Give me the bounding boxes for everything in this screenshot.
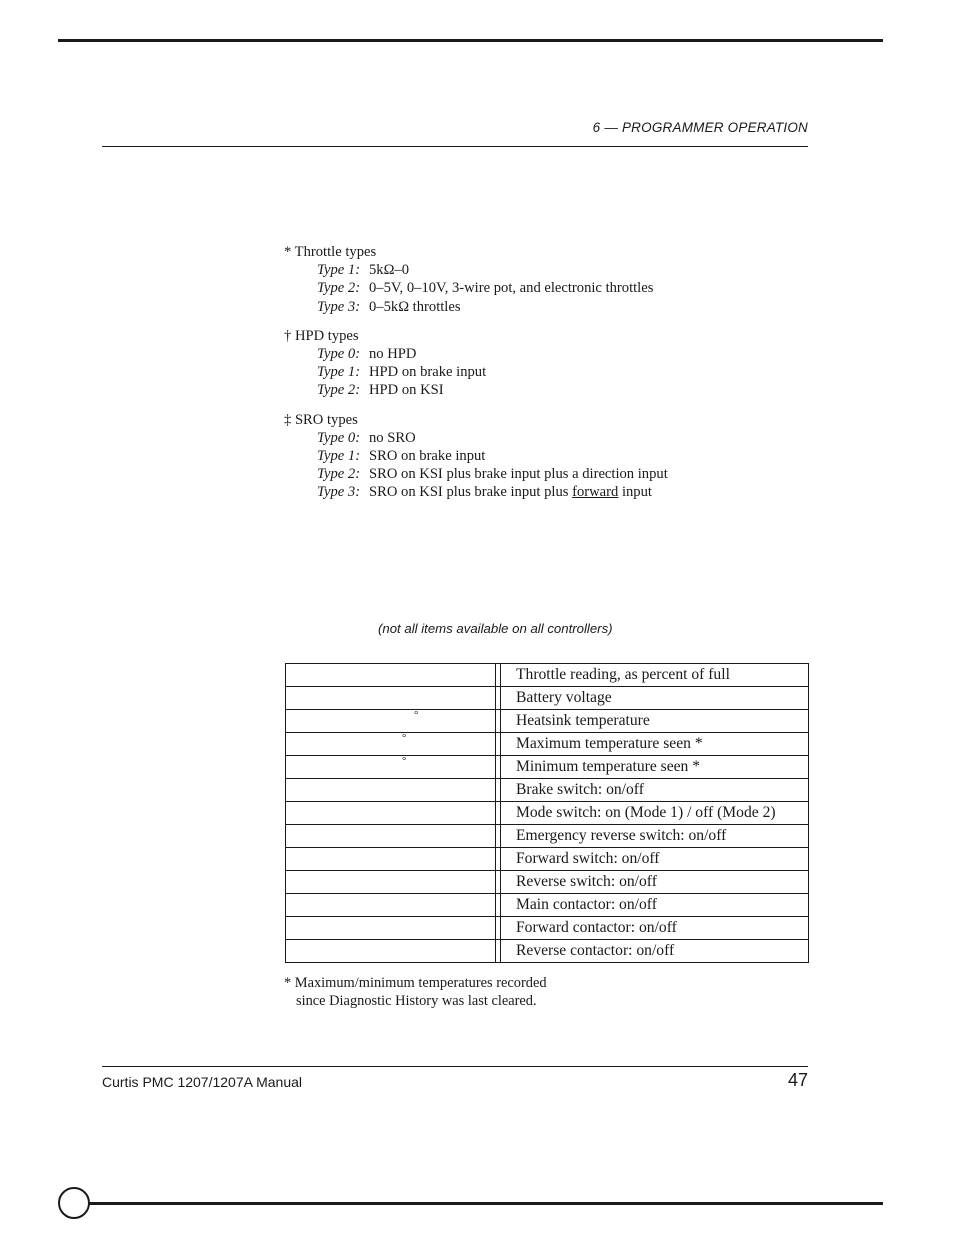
note-item [284,465,804,483]
item-cell [286,825,496,848]
item-cell [286,687,496,710]
type-description: SRO on KSI plus brake input plus a direction input [369,466,668,483]
monitor-table-body [286,664,809,963]
note-item [284,345,804,363]
table-row [286,664,809,687]
note-item [284,447,804,465]
description-text: SRO on KSI plus brake input plus [369,484,573,501]
description-cell: Emergency reverse switch: on/off [501,825,809,848]
note-item [284,279,804,297]
description-cell: Brake switch: on/off [501,779,809,802]
type-label: Type 3: [317,484,361,501]
table-row [286,802,809,825]
type-label: Type 0: [317,346,361,363]
degree-symbol: ° [402,732,407,744]
description-cell: Reverse switch: on/off [501,871,809,894]
description-text: input [618,484,652,501]
type-description: 0–5V, 0–10V, 3-wire pot, and electronic throttles [369,280,654,297]
description-cell: Heatsink temperature [501,710,809,733]
monitor-table [285,663,809,963]
note-item [284,298,804,316]
description-cell: Main contactor: on/off [501,894,809,917]
description-cell: Minimum temperature seen * [501,756,809,779]
manual-title: Curtis PMC 1207/1207A Manual [102,1074,302,1090]
note-heading: † HPD types [284,327,359,344]
type-description [369,483,652,501]
table-row [286,894,809,917]
table-row [286,917,809,940]
description-cell: Throttle reading, as percent of full [501,664,809,687]
underlined-word: forward [572,484,619,501]
table-row [286,687,809,710]
top-rule [58,39,883,42]
type-description: 0–5kΩ throttles [369,298,461,315]
footnote-line: * Maximum/minimum temperatures recorded [284,975,547,991]
type-description: no SRO [369,429,416,446]
item-cell [286,802,496,825]
description-cell: Maximum temperature seen * [501,733,809,756]
item-cell [286,848,496,871]
table-caption: (not all items available on all controllers) [378,621,613,636]
item-cell [286,756,496,779]
table-row [286,825,809,848]
table-footnote [284,975,547,1010]
footnote-line: since Diagnostic History was last cleared. [296,992,537,1009]
bottom-rule [88,1202,883,1205]
note-heading: * Throttle types [284,244,377,260]
type-description: SRO on brake input [369,448,486,465]
type-description: 5kΩ–0 [369,262,410,279]
section-header: 6 — PROGRAMMER OPERATION [592,120,808,135]
item-cell [286,940,496,963]
type-label: Type 1: [317,364,361,381]
throttle-types-note [284,243,804,316]
degree-symbol: ° [402,755,407,767]
table-row [286,848,809,871]
note-heading: ‡ SRO types [284,411,358,428]
degree-symbol: ° [414,709,419,721]
type-label: Type 3: [317,298,361,315]
item-cell [286,733,496,756]
binder-hole-circle-icon [58,1187,90,1219]
type-description: HPD on KSI [369,382,444,399]
type-description: HPD on brake input [369,364,487,381]
item-cell [286,871,496,894]
description-cell: Forward switch: on/off [501,848,809,871]
item-cell [286,779,496,802]
footer-rule [102,1066,808,1067]
type-label: Type 2: [317,280,361,297]
table-row [286,756,809,779]
note-item [284,261,804,279]
description-cell: Mode switch: on (Mode 1) / off (Mode 2) [501,802,809,825]
item-cell [286,710,496,733]
type-label: Type 2: [317,466,361,483]
item-cell [286,664,496,687]
description-cell: Forward contactor: on/off [501,917,809,940]
hpd-types-note [284,327,804,400]
table-row [286,779,809,802]
table-row [286,940,809,963]
header-rule [102,146,808,147]
description-cell: Reverse contactor: on/off [501,940,809,963]
type-label: Type 1: [317,262,361,279]
note-item [284,381,804,399]
item-cell [286,917,496,940]
sro-types-note [284,411,804,502]
note-item [284,429,804,447]
note-item [284,483,804,501]
type-label: Type 0: [317,429,361,446]
type-label: Type 2: [317,382,361,399]
note-item [284,363,804,381]
item-cell [286,894,496,917]
page-number: 47 [787,1070,808,1090]
table-row [286,710,809,733]
table-row [286,733,809,756]
type-description: no HPD [369,346,417,363]
table-row [286,871,809,894]
type-notes [284,243,804,513]
description-cell: Battery voltage [501,687,809,710]
type-label: Type 1: [317,448,361,465]
